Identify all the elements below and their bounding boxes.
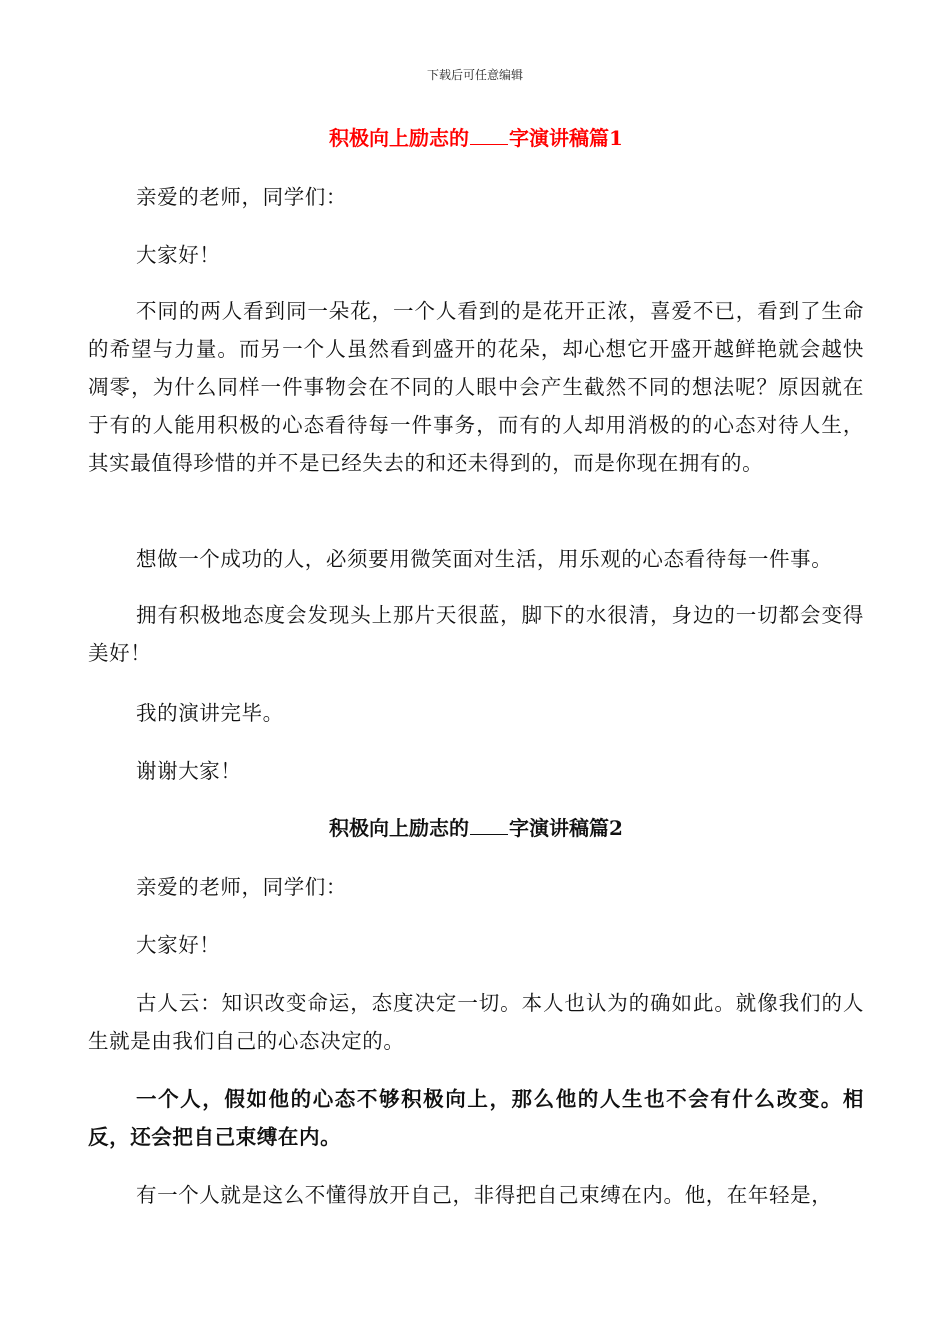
section2-title [88,814,864,842]
section2-greeting: 亲爱的老师，同学们： [136,875,347,899]
section1-greeting: 亲爱的老师，同学们： [136,185,347,209]
title-blank-line [470,142,508,145]
section1-title-prefix: 积极向上励志的 [329,126,470,150]
section1-hello: 大家好！ [136,243,221,267]
section1-paragraph-2: 想做一个成功的人，必须要用微笑面对生活，用乐观的心态看待每一件事。 [136,547,833,571]
section1-paragraph-5: 谢谢大家！ [136,759,242,783]
section2-paragraph-3: 有一个人就是这么不懂得放开自己，非得把自己束缚在内。他，在年轻是， [136,1183,833,1207]
section2-title-prefix: 积极向上励志的 [329,816,470,840]
section1-paragraph-3: 拥有积极地态度会发现头上那片天很蓝，脚下的水很清，身边的一切都会变得美好！ [88,603,864,665]
header-note: 下载后可任意编辑 [426,68,523,82]
section2-paragraph-1: 古人云：知识改变命运，态度决定一切。本人也认为的确如此。就像我们的人生就是由我们自己的心态决定的。 [88,991,864,1053]
section1-title [88,124,864,152]
section1-title-suffix: 字演讲稿篇1 [509,126,623,150]
section2-title-suffix: 字演讲稿篇2 [509,816,623,840]
section1-paragraph-1: 不同的两人看到同一朵花，一个人看到的是花开正浓，喜爱不已，看到了生命的希望与力量。而另一个人虽然看到盛开的花朵，却心想它开盛开越鲜艳就会越快凋零，为什么同样一件事物会在不同的人眼中会产生截然不同的想法呢？原因就在于有的人能用积极的心态看待每一件事务，而有的人却用消极的的心态对待人生，其实最值得珍惜的并不是已经失去的和还未得到的，而是你现在拥有的。 [88,299,864,475]
section2-hello: 大家好！ [136,933,221,957]
section1-paragraph-4: 我的演讲完毕。 [136,701,284,725]
title-blank-line [470,832,508,835]
section2-paragraph-2-bold: 一个人，假如他的心态不够积极向上，那么他的人生也不会有什么改变。相反，还会把自己束缚在内。 [88,1087,864,1149]
